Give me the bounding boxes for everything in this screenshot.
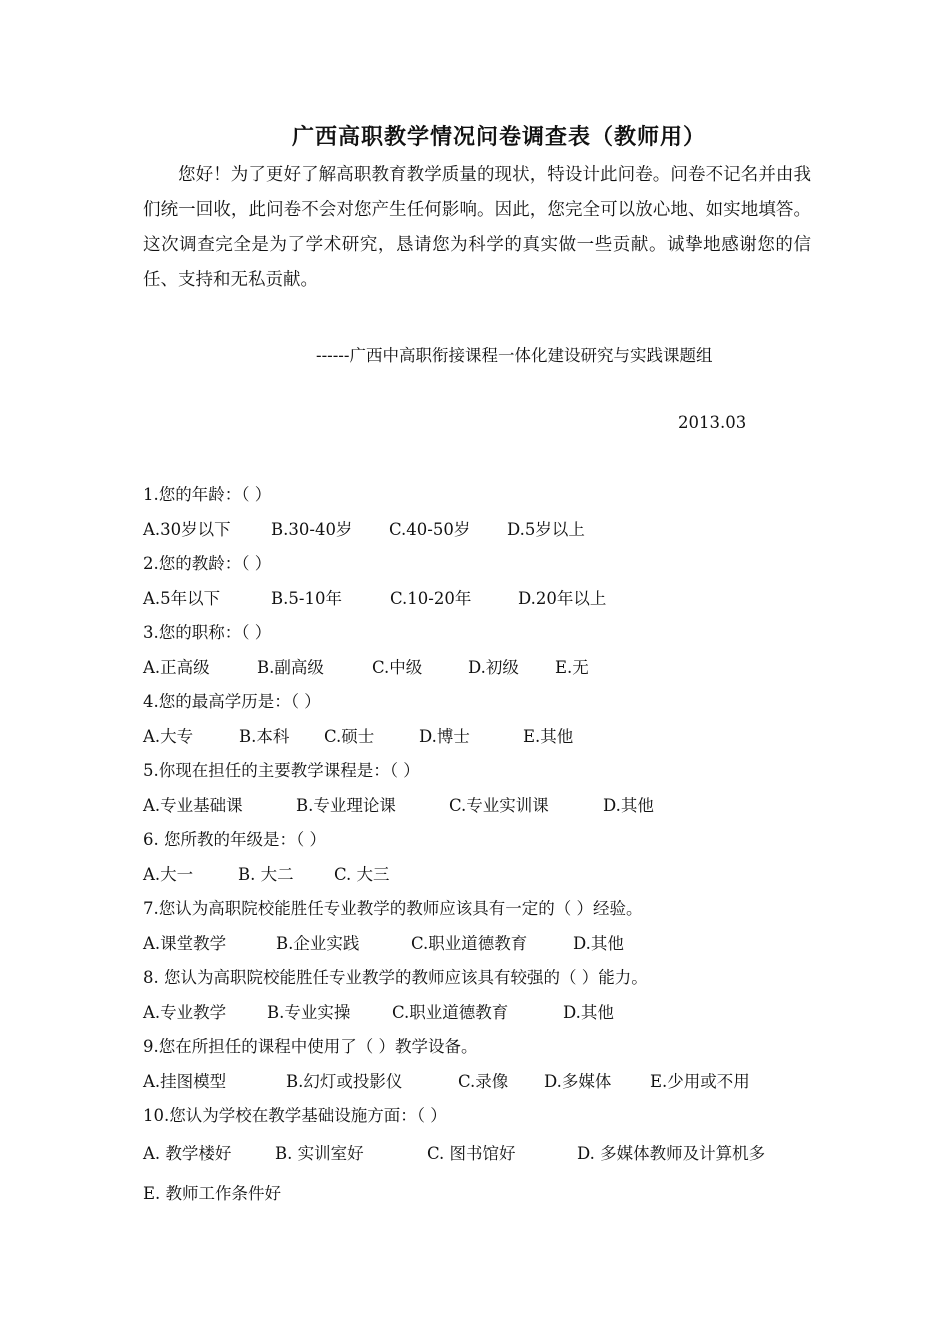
question-3-options xyxy=(143,651,823,686)
question-4-options xyxy=(143,720,823,755)
question-9: 9.您在所担任的课程中使用了（ ）教学设备。 xyxy=(143,1037,478,1056)
option-b: B. 大二 xyxy=(238,864,294,884)
option-e: E.无 xyxy=(555,657,589,677)
option-c: C.中级 xyxy=(372,657,423,677)
option-d: D.20年以上 xyxy=(518,588,607,608)
option-b: B.5-10年 xyxy=(271,588,342,608)
question-2-options xyxy=(143,582,823,617)
option-c: C.专业实训课 xyxy=(449,795,549,815)
option-c: C.职业道德教育 xyxy=(411,933,528,953)
option-a: A.挂图模型 xyxy=(143,1071,227,1091)
option-b: B.企业实践 xyxy=(276,933,360,953)
option-b: B.专业理论课 xyxy=(296,795,396,815)
option-d: D.初级 xyxy=(468,657,519,677)
option-a: A.课堂教学 xyxy=(143,933,227,953)
option-e: E.少用或不用 xyxy=(650,1071,750,1091)
option-c: C. 图书馆好 xyxy=(427,1143,516,1163)
option-c: C.录像 xyxy=(458,1071,509,1091)
question-5: 5.你现在担任的主要教学课程是：（ ） xyxy=(143,761,420,780)
option-a: A.专业基础课 xyxy=(143,795,243,815)
option-b: B.本科 xyxy=(239,726,290,746)
question-8-options xyxy=(143,996,823,1031)
option-a: A.大专 xyxy=(143,726,194,746)
option-b: B.专业实操 xyxy=(267,1002,351,1022)
option-b: B.30-40岁 xyxy=(271,519,353,539)
signature-line: ------广西中高职衔接课程一体化建设研究与实践课题组 xyxy=(316,346,713,365)
option-a: A. 教学楼好 xyxy=(143,1143,232,1163)
option-a: A.专业教学 xyxy=(143,1002,227,1022)
question-3: 3.您的职称：（ ） xyxy=(143,623,272,642)
option-c: C.职业道德教育 xyxy=(392,1002,509,1022)
question-1: 1.您的年龄：（ ） xyxy=(143,485,272,504)
intro-paragraph: 您好！为了更好了解高职教育教学质量的现状，特设计此问卷。问卷不记名并由我们统一回收，此问卷不会对您产生任何影响。因此，您完全可以放心地、如实地填答。这次调查完全是为了学术研究，恳请您为科学的真实做一些贡献。诚挚地感谢您的信任、支持和无私贡献。 xyxy=(143,165,811,290)
option-d: D.博士 xyxy=(419,726,470,746)
option-a: A.正高级 xyxy=(143,657,210,677)
question-7: 7.您认为高职院校能胜任专业教学的教师应该具有一定的（ ）经验。 xyxy=(143,899,643,918)
option-a: A.30岁以下 xyxy=(143,519,231,539)
option-c: C.硕士 xyxy=(324,726,375,746)
question-5-options xyxy=(143,789,823,824)
question-list xyxy=(143,478,823,1214)
option-c: C. 大三 xyxy=(334,864,390,884)
option-d: D.其他 xyxy=(603,795,654,815)
option-a: A.大一 xyxy=(143,864,194,884)
question-6: 6. 您所教的年级是：（ ） xyxy=(143,830,326,849)
question-9-options xyxy=(143,1065,823,1100)
option-b: B. 实训室好 xyxy=(275,1143,364,1163)
question-1-options xyxy=(143,513,823,548)
question-10-options xyxy=(143,1134,823,1174)
option-d: D.5岁以上 xyxy=(507,519,585,539)
option-a: A.5年以下 xyxy=(143,588,221,608)
question-10: 10.您认为学校在教学基础设施方面：（ ） xyxy=(143,1106,447,1125)
option-e: E.其他 xyxy=(523,726,574,746)
option-d: D.其他 xyxy=(563,1002,614,1022)
option-d: D. 多媒体教师及计算机多 xyxy=(577,1143,766,1163)
option-d: D.多媒体 xyxy=(544,1071,612,1091)
option-d: D.其他 xyxy=(573,933,624,953)
option-b: B.幻灯或投影仪 xyxy=(286,1071,403,1091)
question-7-options xyxy=(143,927,823,962)
question-8: 8. 您认为高职院校能胜任专业教学的教师应该具有较强的（ ）能力。 xyxy=(143,968,648,987)
date-line: 2013.03 xyxy=(678,413,747,432)
option-b: B.副高级 xyxy=(257,657,324,677)
question-6-options xyxy=(143,858,823,893)
option-c: C.40-50岁 xyxy=(389,519,471,539)
option-c: C.10-20年 xyxy=(390,588,472,608)
question-2: 2.您的教龄：（ ） xyxy=(143,554,272,573)
question-10-option-e: E. 教师工作条件好 xyxy=(143,1183,282,1203)
question-4: 4.您的最高学历是：（ ） xyxy=(143,692,321,711)
page-title: 广西高职教学情况问卷调查表（教师用） xyxy=(291,124,706,150)
